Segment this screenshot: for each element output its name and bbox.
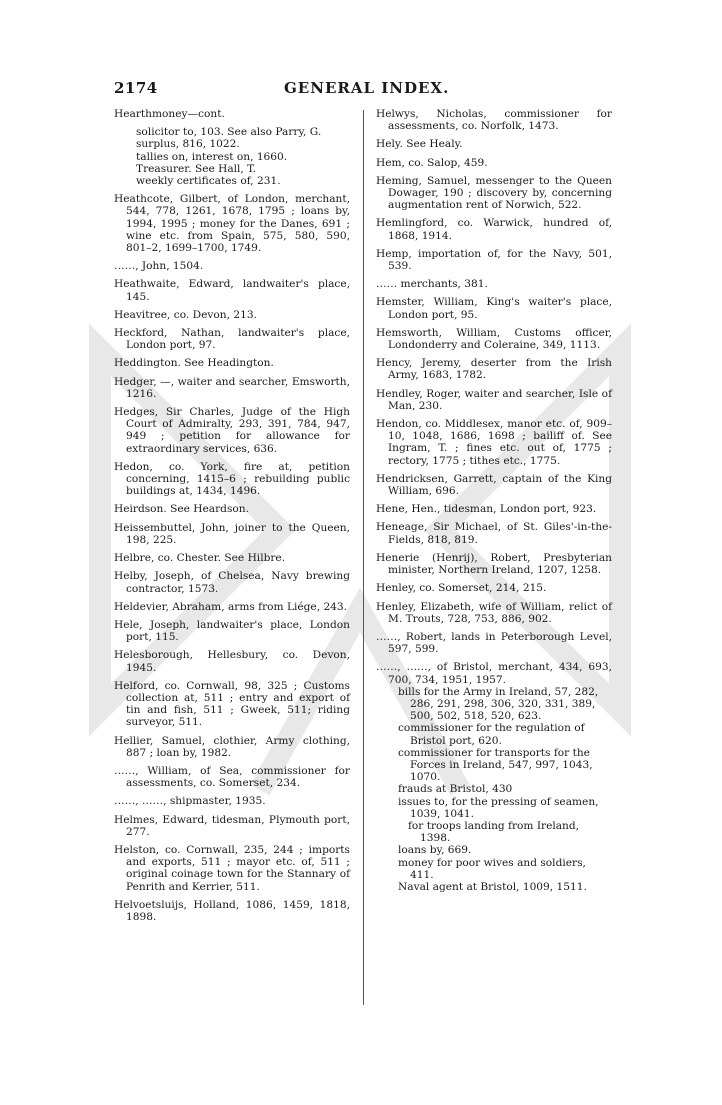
index-entry: Hendon, co. Middlesex, manor etc. of, 909–10, 1048, 1686, 1698 ; bailiff of. See Ingram, T. ; fines etc. out of, 1775 ; rectory, 1775 ; tithes etc., 1775. [376,418,612,467]
column-divider [363,110,364,1005]
index-entry: Hedges, Sir Charles, Judge of the High Court of Admiralty, 293, 391, 784, 947, 949 ; petition for allowance for extraordinary services, 636. [114,406,350,455]
index-entry: ……, ……, of Bristol, merchant, 434, 693, 700, 734, 1951, 1957. [376,661,612,686]
index-entry: Helford, co. Cornwall, 98, 325 ; Customs collection at, 511 ; entry and export of tin and fish, 511 ; Gweek, 511; riding surveyor, 511. [114,679,350,729]
index-entry: Helbre, co. Chester. See Hilbre. [114,552,286,565]
index-subentry: surplus, 816, 1022. [136,138,240,151]
index-entry: Hendley, Roger, waiter and searcher, Isle of Man, 230. [376,387,612,412]
index-subentry: issues to, for the pressing of seamen, 1039, 1041. [398,795,599,820]
index-entry: Henley, Elizabeth, wife of William, relict of M. Trouts, 728, 753, 886, 902. [376,600,612,625]
index-entry: Helvoetsluijs, Holland, 1086, 1459, 1818, 1898. [114,898,350,923]
index-entry: Helwys, Nicholas, commissioner for assessments, co. Norfolk, 1473. [376,108,612,133]
index-entry: ……, Robert, lands in Peterborough Level, 597, 599. [376,630,612,656]
index-entry: …… merchants, 381. [376,278,488,291]
index-subentry: Naval agent at Bristol, 1009, 1511. [398,880,587,893]
index-entry: Helby, Joseph, of Chelsea, Navy brewing contractor, 1573. [114,570,350,595]
index-entry: Hele, Joseph, landwaiter's place, London port, 115. [114,618,350,644]
running-title: GENERAL INDEX. [284,79,450,97]
index-entry: Heissembuttel, John, joiner to the Queen, 198, 225. [114,521,350,546]
index-subentry: frauds at Bristol, 430 [398,783,513,796]
index-subentry: Treasurer. See Hall, T. [136,162,257,175]
index-entry: Hearthmoney—cont. [114,108,225,120]
index-column-right [376,108,612,893]
index-entry: Helston, co. Cornwall, 235, 244 ; imports and exports, 511 ; mayor etc. of, 511 ; original coinage town for the Stannary of Penrith and Kerrier, 511. [114,843,350,893]
index-entry: Hemsworth, William, Customs officer, Londonderry and Coleraine, 349, 1113. [376,326,612,352]
index-entry: Hedon, co. York, fire at, petition concerning, 1415–6 ; rebuilding public buildings at, 1434, 1496. [114,460,350,498]
index-subentry: commissioner for transports for the Forces in Ireland, 547, 997, 1043, 1070. [398,746,593,784]
index-entry: Heldevier, Abraham, arms from Liége, 243. [114,600,348,613]
index-entry: Hency, Jeremy, deserter from the Irish Army, 1683, 1782. [376,357,612,382]
index-subentry: money for poor wives and soldiers, 411. [398,856,586,881]
index-entry: ……, John, 1504. [114,260,204,273]
index-entry: Heathwaite, Edward, landwaiter's place, 145. [114,278,350,303]
index-entry: Hene, Hen., tidesman, London port, 923. [376,503,597,516]
index-column-left [114,108,350,929]
index-entry: Heathcote, Gilbert, of London, merchant, 544, 778, 1261, 1678, 1795 ; loans by, 1994, 1995 ; money for the Danes, 691 ; wine etc. from Spain, 575, 580, 590, 801–2, 1699–1700, 1749. [114,193,350,255]
index-entry: Hem, co. Salop, 459. [376,156,488,169]
index-entry: Heavitree, co. Devon, 213. [114,308,257,321]
index-entry: Heneage, Sir Michael, of St. Giles'-in-the-Fields, 818, 819. [376,521,612,546]
page-header [114,79,614,101]
index-entry: Helesborough, Hellesbury, co. Devon, 1945. [114,649,350,674]
index-entry: Hemlingford, co. Warwick, hundred of, 1868, 1914. [376,217,612,242]
index-entry: Hemp, importation of, for the Navy, 501, 539. [376,247,612,273]
index-entry: Heming, Samuel, messenger to the Queen Dowager, 190 ; discovery by, concerning augmentation rent of Norwich, 522. [376,174,612,212]
page-number: 2174 [114,79,158,97]
index-entry: Henerie (Henrij), Robert, Presbyterian minister, Northern Ireland, 1207, 1258. [376,551,612,577]
index-subentry: for troops landing from Ireland, 1398. [408,819,580,845]
index-entry: Heckford, Nathan, landwaiter's place, London port, 97. [114,327,350,352]
index-entry: ……, William, of Sea, commissioner for assessments, co. Somerset, 234. [114,764,350,790]
index-entry: Henley, co. Somerset, 214, 215. [376,582,547,595]
index-subentry: loans by, 669. [398,844,472,857]
index-entry: Hellier, Samuel, clothier, Army clothing, 887 ; loan by, 1982. [114,734,350,759]
index-entry: Hely. See Healy. [376,138,463,151]
index-subentry: commissioner for the regulation of Bristol port, 620. [398,722,585,747]
index-subentry: weekly certificates of, 231. [136,175,281,188]
index-entry: ……, ……, shipmaster, 1935. [114,795,266,808]
index-entry: Hendricksen, Garrett, captain of the King William, 696. [376,472,612,498]
index-entry: Hemster, William, King's waiter's place, London port, 95. [376,296,612,321]
index-subentry: tallies on, interest on, 1660. [136,150,288,163]
index-entry: Heddington. See Headington. [114,357,274,370]
index-subentry: bills for the Army in Ireland, 57, 282, 286, 291, 298, 306, 320, 331, 389, 500, 502, 518, 520, 623. [398,685,599,723]
index-entry: Heirdson. See Heardson. [114,503,249,516]
index-subentry: solicitor to, 103. See also Parry, G. [136,126,322,139]
index-entry: Helmes, Edward, tidesman, Plymouth port, 277. [114,813,350,838]
index-entry: Hedger, —, waiter and searcher, Emsworth, 1216. [114,375,350,400]
